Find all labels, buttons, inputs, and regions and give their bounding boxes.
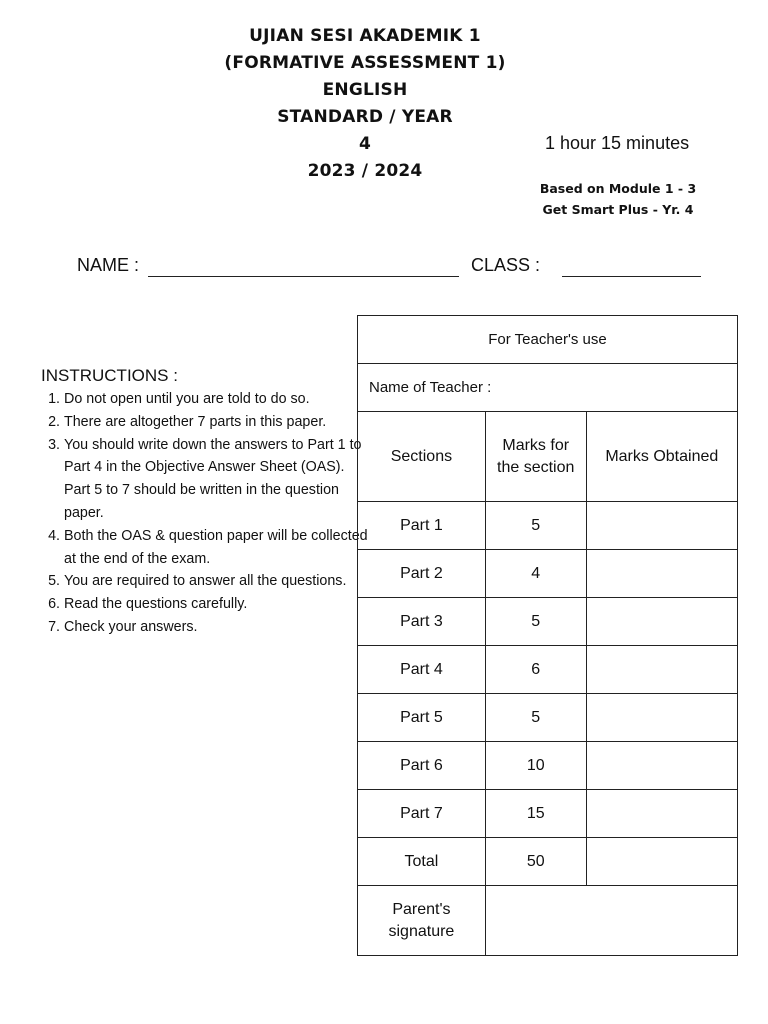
signature-label: Parent's signature — [358, 886, 486, 956]
instructions-title: INSTRUCTIONS : — [41, 366, 178, 385]
header-marks-obtained: Marks Obtained — [586, 412, 737, 502]
instruction-item: 1. Do not open until you are told to do so. — [64, 388, 374, 411]
instruction-item: 6. Read the questions carefully. — [64, 593, 374, 616]
table-row — [358, 790, 738, 838]
section-marks: 4 — [485, 550, 586, 598]
table-row — [358, 646, 738, 694]
section-name: Part 6 — [358, 742, 486, 790]
section-marks: 15 — [485, 790, 586, 838]
total-marks: 50 — [485, 838, 586, 886]
section-name: Part 5 — [358, 694, 486, 742]
instruction-item: 5. You are required to answer all the questions. — [64, 570, 374, 593]
name-field[interactable] — [148, 276, 459, 277]
module-info: Based on Module 1 - 3 — [539, 181, 697, 196]
marks-obtained-cell[interactable] — [586, 742, 737, 790]
table-title: For Teacher's use — [358, 316, 738, 364]
marks-obtained-cell[interactable] — [586, 598, 737, 646]
class-field[interactable] — [562, 276, 701, 277]
table-row — [358, 550, 738, 598]
section-name: Part 4 — [358, 646, 486, 694]
table-row-total — [358, 838, 738, 886]
table-row — [358, 694, 738, 742]
name-label: NAME : — [77, 255, 140, 275]
marks-obtained-cell[interactable] — [586, 790, 737, 838]
instruction-item: 3. You should write down the answers to Part 1 to Part 4 in the Objective Answer Sheet (OAS). Part 5 to 7 should be written in the question paper. — [64, 434, 374, 525]
section-name: Part 1 — [358, 502, 486, 550]
instruction-item: 2. There are altogether 7 parts in this paper. — [64, 411, 374, 434]
exam-title: UJIAN SESI AKADEMIK 1 — [249, 26, 481, 46]
total-obtained-cell[interactable] — [586, 838, 737, 886]
marks-obtained-cell[interactable] — [586, 694, 737, 742]
standard-value: 4 — [358, 134, 372, 154]
section-marks: 10 — [485, 742, 586, 790]
marks-obtained-cell[interactable] — [586, 550, 737, 598]
table-row — [358, 742, 738, 790]
instruction-item: 4. Both the OAS & question paper will be collected at the end of the exam. — [64, 525, 374, 571]
marks-obtained-cell[interactable] — [586, 646, 737, 694]
section-name: Part 3 — [358, 598, 486, 646]
teacher-use-table — [357, 315, 738, 956]
class-label: CLASS : — [471, 255, 541, 275]
academic-year: 2023 / 2024 — [307, 161, 423, 181]
instruction-item: 7. Check your answers. — [64, 616, 374, 639]
table-row — [358, 502, 738, 550]
instructions-list — [40, 388, 374, 639]
exam-duration: 1 hour 15 minutes — [545, 133, 690, 153]
standard-label: STANDARD / YEAR — [277, 107, 453, 127]
header-sections: Sections — [358, 412, 486, 502]
signature-cell[interactable] — [485, 886, 737, 956]
section-marks: 6 — [485, 646, 586, 694]
total-label: Total — [358, 838, 486, 886]
teacher-name-cell[interactable]: Name of Teacher : — [358, 364, 738, 412]
exam-subtitle: (FORMATIVE ASSESSMENT 1) — [224, 53, 506, 73]
section-marks: 5 — [485, 694, 586, 742]
subject: ENGLISH — [322, 80, 408, 100]
section-marks: 5 — [485, 598, 586, 646]
section-name: Part 2 — [358, 550, 486, 598]
marks-obtained-cell[interactable] — [586, 502, 737, 550]
module-book: Get Smart Plus - Yr. 4 — [542, 202, 694, 217]
section-name: Part 7 — [358, 790, 486, 838]
table-row — [358, 598, 738, 646]
section-marks: 5 — [485, 502, 586, 550]
header-marks-section: Marks for the section — [485, 412, 586, 502]
